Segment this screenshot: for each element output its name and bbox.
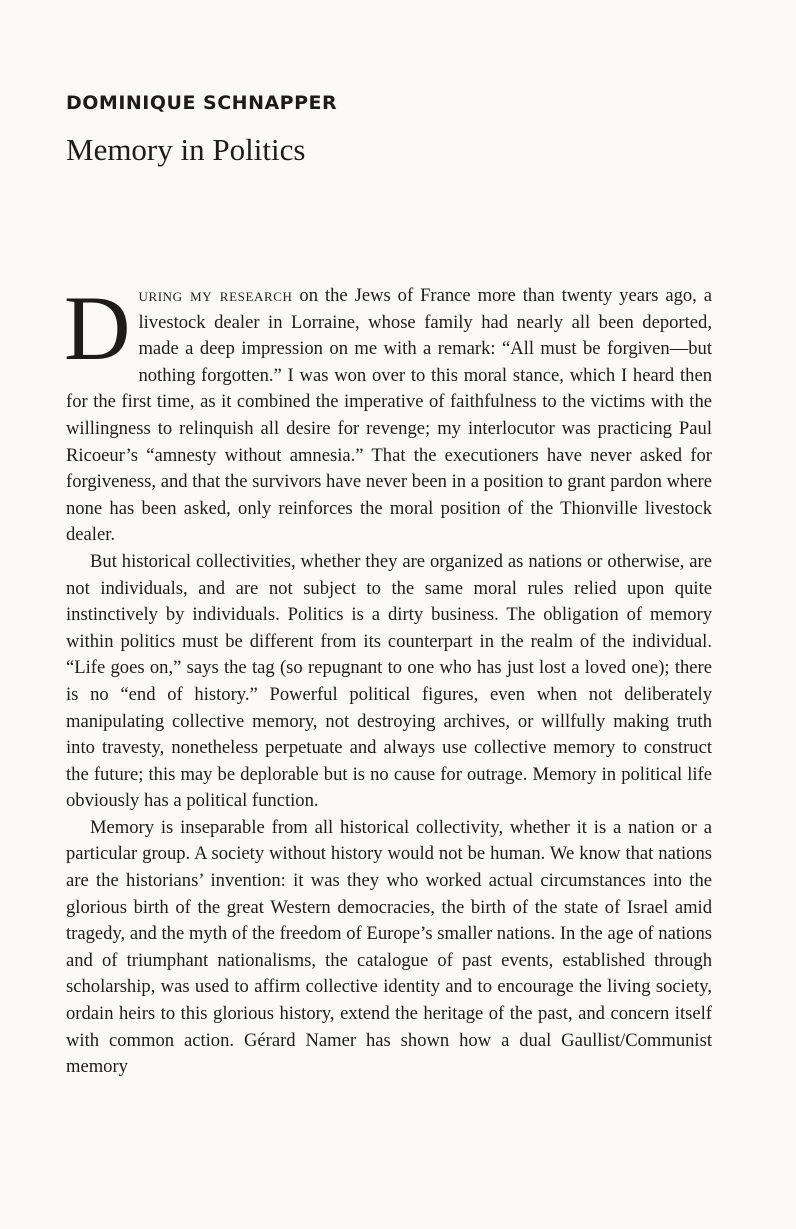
chapter-title: Memory in Politics: [66, 132, 306, 167]
chapter-body: [64, 277, 712, 1081]
paragraph-3: Memory is inseparable from all historical collectivity, whether it is a nation or a particular group. A society without history would not be human. We know that nations are the historians’ invention: it was they who worked actual circumstances into the glorious birth of the great Western democracies, the birth of the state of Israel amid tragedy, and the myth of the freedom of Europe’s smaller nations. In the age of nations and of triumphant nationalisms, the catalogue of past events, established through scholarship, was used to affirm collective identity and to encourage the living society, ordain heirs to this glorious history, extend the heritage of the past, and concern itself with common action. Gérard Namer has shown how a dual Gaullist/Communist memory: [66, 816, 712, 1078]
drop-cap: D: [64, 277, 131, 379]
lead-in-smallcaps: uring my research: [138, 285, 293, 306]
author-name: DOMINIQUE SCHNAPPER: [66, 92, 338, 114]
paragraph-1: [64, 277, 712, 549]
paragraph-1-text: on the Jews of France more than twenty years ago, a livestock dealer in Lorraine, whose family had nearly all been deported, made a deep impression on me with a remark: “All must be forgiven—but nothing forgotten.” I was won over to this moral stance, which I heard then for the first time, as it combined the imperative of faithfulness to the victims with the willingness to relinquish all desire for revenge; my interlocutor was practicing Paul Ricoeur’s “amnesty without amnesia.” That the executioners have never asked for forgiveness, and that the survivors have never been in a position to grant pardon where none has been asked, only reinforces the moral position of the Thionville livestock dealer.: [66, 285, 712, 546]
book-page: [66, 88, 712, 1081]
paragraph-2: But historical collectivities, whether they are organized as nations or otherwise, are not individuals, and are not subject to the same moral rules relied upon quite instinctively by individuals. Politics is a dirty business. The obligation of memory within politics must be different from its counterpart in the realm of the individual. “Life goes on,” says the tag (so repugnant to one who has just lost a loved one); there is no “end of history.” Powerful political figures, even when not deliberately manipulating collective memory, not destroying archives, or willfully making truth into travesty, nonetheless perpetuate and always use collective memory to construct the future; this may be deplorable but is no cause for outrage. Memory in political life obviously has a political function.: [66, 550, 712, 812]
